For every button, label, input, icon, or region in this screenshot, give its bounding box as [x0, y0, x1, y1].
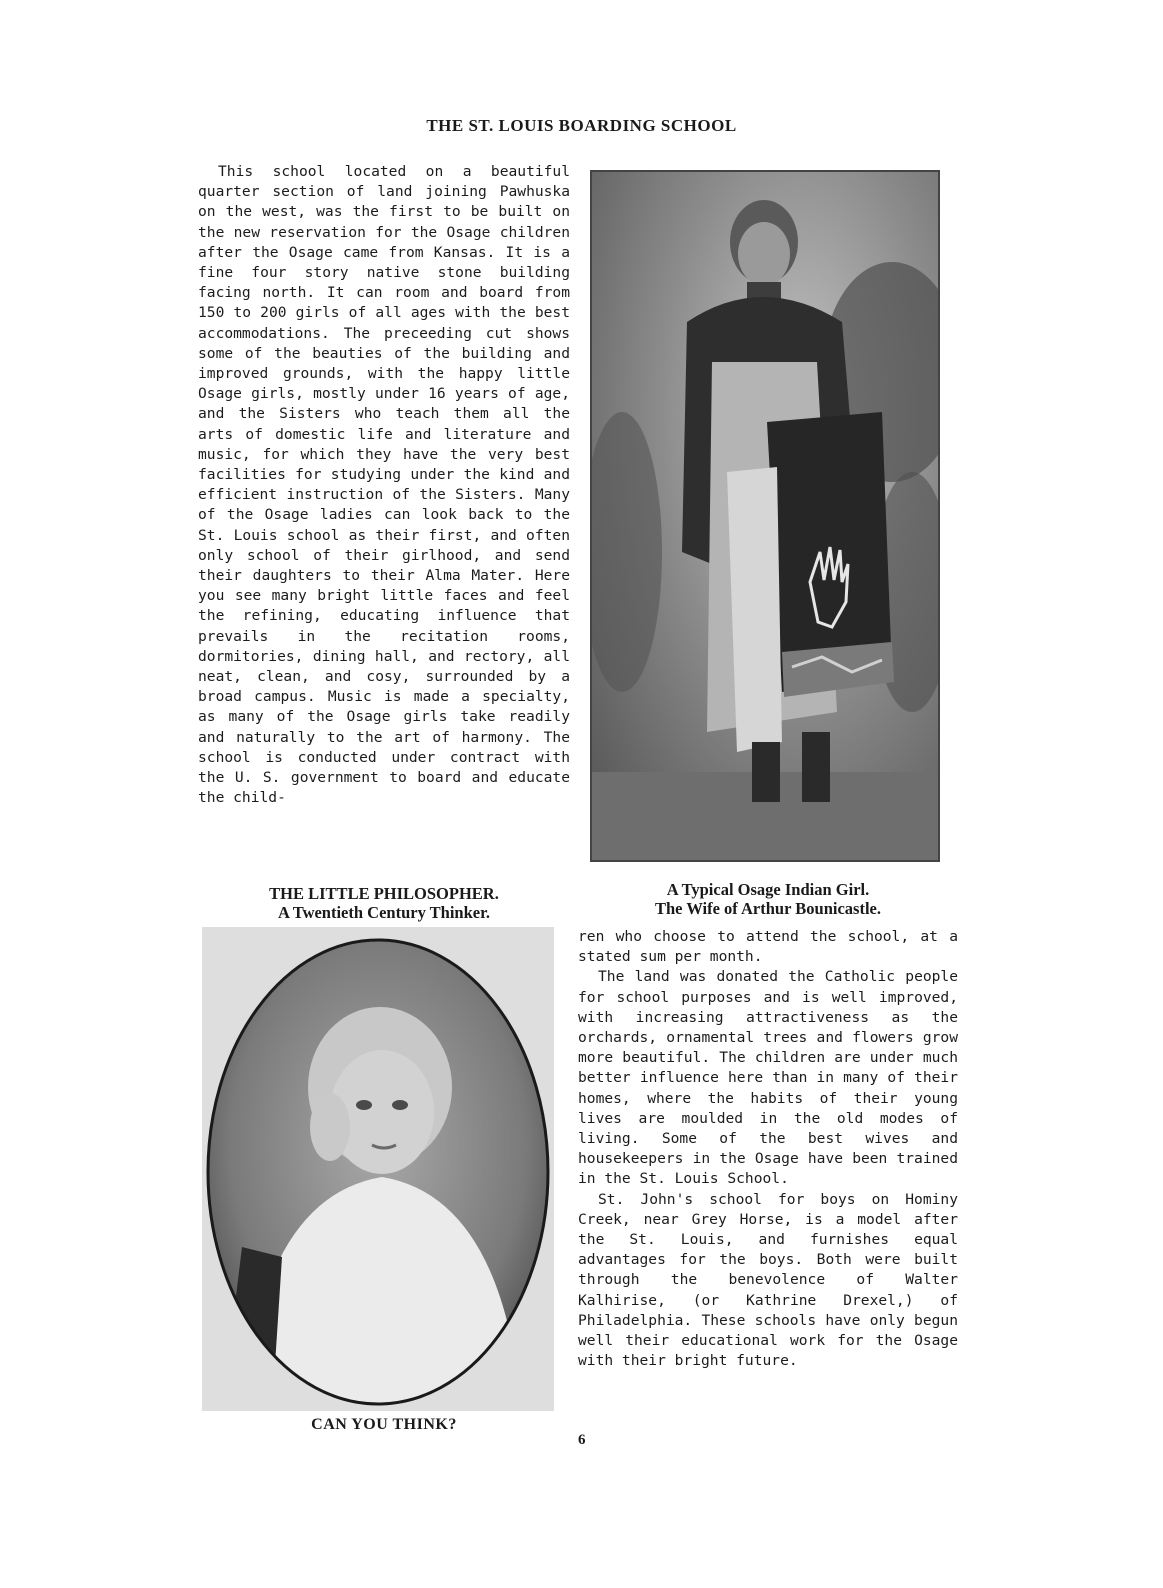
left-column-text: [198, 162, 570, 809]
left-paragraph-1: This school located on a beautiful quarter section of land joining Pawhuska on the west, was the first to be built on the new reservation for the Osage children after the Osage came from Kansas. It is a fine four story native stone building facing north. It can room and board from 150 to 200 girls of all ages with the best accommodations. The preceeding cut shows some of the beauties of the building and improved grounds, with the happy little Osage girls, mostly under 16 years of age, and the Sisters who teach them all the arts of domestic life and literature and music, for which they have the very best facilities for studying under the kind and efficient instruction of the Sisters. Many of the Osage ladies can look back to the St. Louis school as their first, and often only school of their girlhood, and send their daughters to their Alma Mater. Here you see many bright little faces and feel the refining, educating influence that prevails in the recitation rooms, dormitories, dining hall, and rectory, all neat, clean, and cosy, surrounded by a broad campus. Music is made a specialty, as many of the Osage girls take readily and naturally to the art of harmony. The school is conducted under contract with the U. S. government to board and educate the child-: [198, 163, 570, 807]
osage-girl-caption-line2: The Wife of Arthur Bounicastle.: [655, 899, 881, 918]
little-philosopher-photo: [202, 927, 554, 1411]
philosopher-caption-line1: THE LITTLE PHILOSOPHER.: [269, 884, 499, 903]
philosopher-caption: [198, 884, 570, 922]
right-paragraph-1: ren who choose to attend the school, at a stated sum per month.: [578, 928, 958, 966]
can-you-think-caption: CAN YOU THINK?: [311, 1416, 457, 1433]
page-title: THE ST. LOUIS BOARDING SCHOOL: [426, 116, 737, 135]
page-number: 6: [578, 1432, 586, 1448]
philosopher-caption-line2: A Twentieth Century Thinker.: [277, 903, 491, 922]
osage-girl-caption-line1: A Typical Osage Indian Girl.: [666, 880, 870, 899]
right-column-text: [578, 927, 958, 1371]
osage-girl-photo: [590, 170, 940, 862]
little-philosopher-illustration: [202, 927, 554, 1411]
osage-girl-caption: [578, 880, 958, 918]
osage-girl-illustration: [592, 172, 938, 860]
right-paragraph-2: The land was donated the Catholic people for school purposes and is well improved, with increasing attractiveness as the orchards, ornamental trees and flowers grow more beautiful. The children are under much better influence here than in many of their homes, where the habits of their young lives are moulded in the old modes of living. Some of the best wives and housekeepers in the Osage have been trained in the St. Louis School.: [578, 968, 958, 1188]
right-paragraph-3: St. John's school for boys on Hominy Creek, near Grey Horse, is a model after the St. Louis, and furnishes equal advantages for the boys. Both were built through the benevolence of Walter Kalhirise, (or Kathrine Drexel,) of Philadelphia. These schools have only begun well their educational work for the Osage with their bright future.: [578, 1190, 958, 1370]
